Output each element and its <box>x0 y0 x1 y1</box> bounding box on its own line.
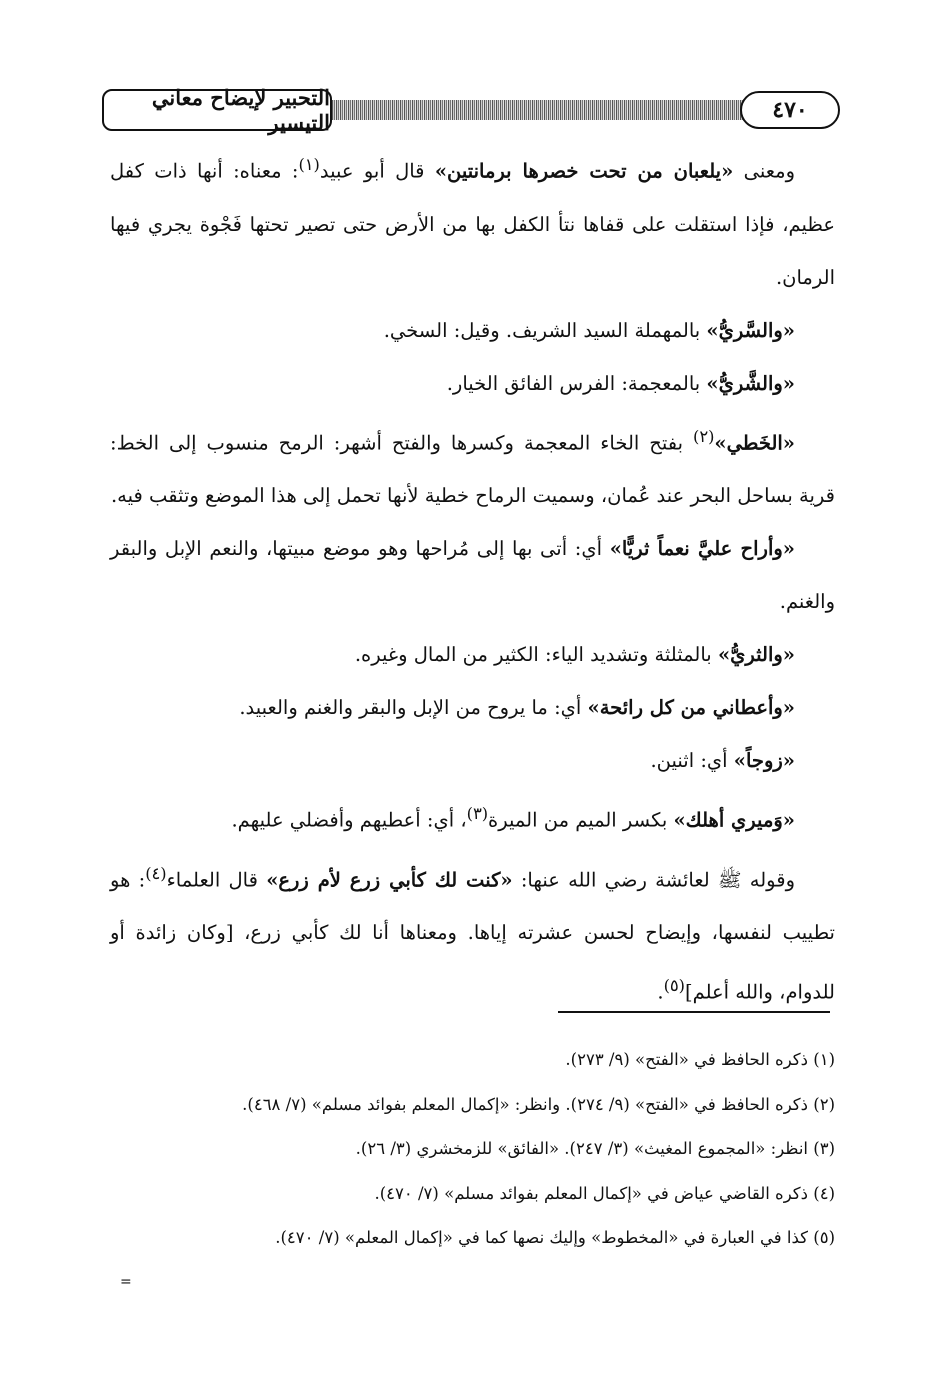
text-segment: وقوله ﷺ لعائشة رضي الله عنها: <box>512 868 795 891</box>
quoted-term: «والثريُّ» <box>717 643 795 666</box>
footnote-ref: (٣) <box>466 804 489 823</box>
paragraph <box>110 628 835 681</box>
main-text <box>110 138 835 1019</box>
paragraph <box>110 522 835 628</box>
quoted-term: «وأراح عليَّ نعماً ثريًّا» <box>609 537 795 560</box>
text-segment: بفتح الخاء المعجمة وكسرها والفتح أشهر: الرمح منسوب إلى الخط: قرية بساحل البحر عند عُمان، وسميت الرماح خطية لأنها تحمل إلى هذا الموضع وتثقب فيه. <box>110 431 835 507</box>
text-segment: ومعنى <box>733 159 795 183</box>
quoted-term: «يلعبان من تحت خصرها برمانتين» <box>434 159 734 183</box>
quoted-term: «الخَطي» <box>714 431 795 454</box>
quoted-term: «والشَّريُّ» <box>706 371 795 395</box>
quoted-term: «وأعطاني من كل رائحة» <box>587 696 795 719</box>
footnote-separator <box>558 1011 830 1013</box>
text-segment: أي: اثنين. <box>650 749 734 772</box>
paragraph <box>110 304 835 357</box>
footnote: (٣) انظر: «المجموع المغيث» (٣/ ٢٤٧). «الفائق» للزمخشري (٣/ ٢٦). <box>355 1139 835 1158</box>
header-ornament-band <box>332 100 750 120</box>
quoted-term: «وَميري أهلك» <box>673 808 795 832</box>
paragraph <box>110 734 835 787</box>
text-segment: بالمثلثة وتشديد الياء: الكثير من المال وغيره. <box>354 643 718 666</box>
text-segment: : هو تطييب لنفسها، وإيضاح لحسن عشرته إياها. ومعناها أنا لك كأبي زرع، [وكان زائدة أو للدوام، والله أعلم] <box>110 868 835 1004</box>
footnote-ref: (١) <box>298 155 320 174</box>
paragraph <box>110 847 835 1019</box>
paragraph <box>110 787 835 847</box>
paragraph <box>110 357 835 410</box>
page-header <box>102 85 840 137</box>
book-title: التحبير لإيضاح معاني التيسير <box>102 89 332 131</box>
footnotes <box>110 1038 835 1261</box>
paragraph <box>110 410 835 523</box>
footnote-ref: (٥) <box>663 976 685 995</box>
footnote: (٢) ذكره الحافظ في «الفتح» (٩/ ٢٧٤). وانظر: «إكمال المعلم بفوائد مسلم» (٧/ ٤٦٨). <box>242 1094 835 1114</box>
footnote: (١) ذكره الحافظ في «الفتح» (٩/ ٢٧٣). <box>565 1050 835 1069</box>
text-segment: قال العلماء <box>166 868 267 891</box>
quoted-term: «كنت لك كأبي زرع لأم زرع» <box>266 868 513 891</box>
paragraph <box>110 681 835 734</box>
bottom-mark: = <box>120 1274 132 1290</box>
text-segment: . <box>657 980 664 1004</box>
quoted-term: «زوجاً» <box>733 749 795 772</box>
text-segment: قال أبو عبيد <box>319 159 435 183</box>
footnote: (٤) ذكره القاضي عياض في «إكمال المعلم بفوائد مسلم» (٧/ ٤٧٠). <box>374 1183 835 1203</box>
page-number: ٤٧٠ <box>740 91 840 129</box>
footnote-ref: (٢) <box>693 426 715 446</box>
text-segment: بالمهملة السيد الشريف. وقيل: السخي. <box>383 318 707 342</box>
quoted-term: «والسَّريُّ» <box>706 318 795 342</box>
text-segment: بكسر الميم من الميرة <box>488 808 674 832</box>
text-segment: بالمعجمة: الفرس الفائق الخيار. <box>446 371 707 395</box>
text-segment: أي: ما يروح من الإبل والبقر والغنم والعبيد. <box>239 696 588 719</box>
footnote-ref: (٤) <box>145 863 167 883</box>
text-segment: : معناه: أنها ذات كفل عظيم، فإذا استقلت على قفاها نتأ الكفل بها من الأرض حتى تصير تحتها فَجْوة يجري فيها الرمان. <box>110 159 835 289</box>
text-segment: ، أي: أعطيهم وأفضلي عليهم. <box>231 808 467 832</box>
text-segment: أي: أتى بها إلى مُراحها وهو موضع مبيتها، والنعم الإبل والبقر والغنم. <box>110 537 835 613</box>
paragraph <box>110 138 835 304</box>
footnote: (٥) كذا في العبارة في «المخطوط» وإليك نصها كما في «إكمال المعلم» (٧/ ٤٧٠). <box>275 1228 835 1247</box>
